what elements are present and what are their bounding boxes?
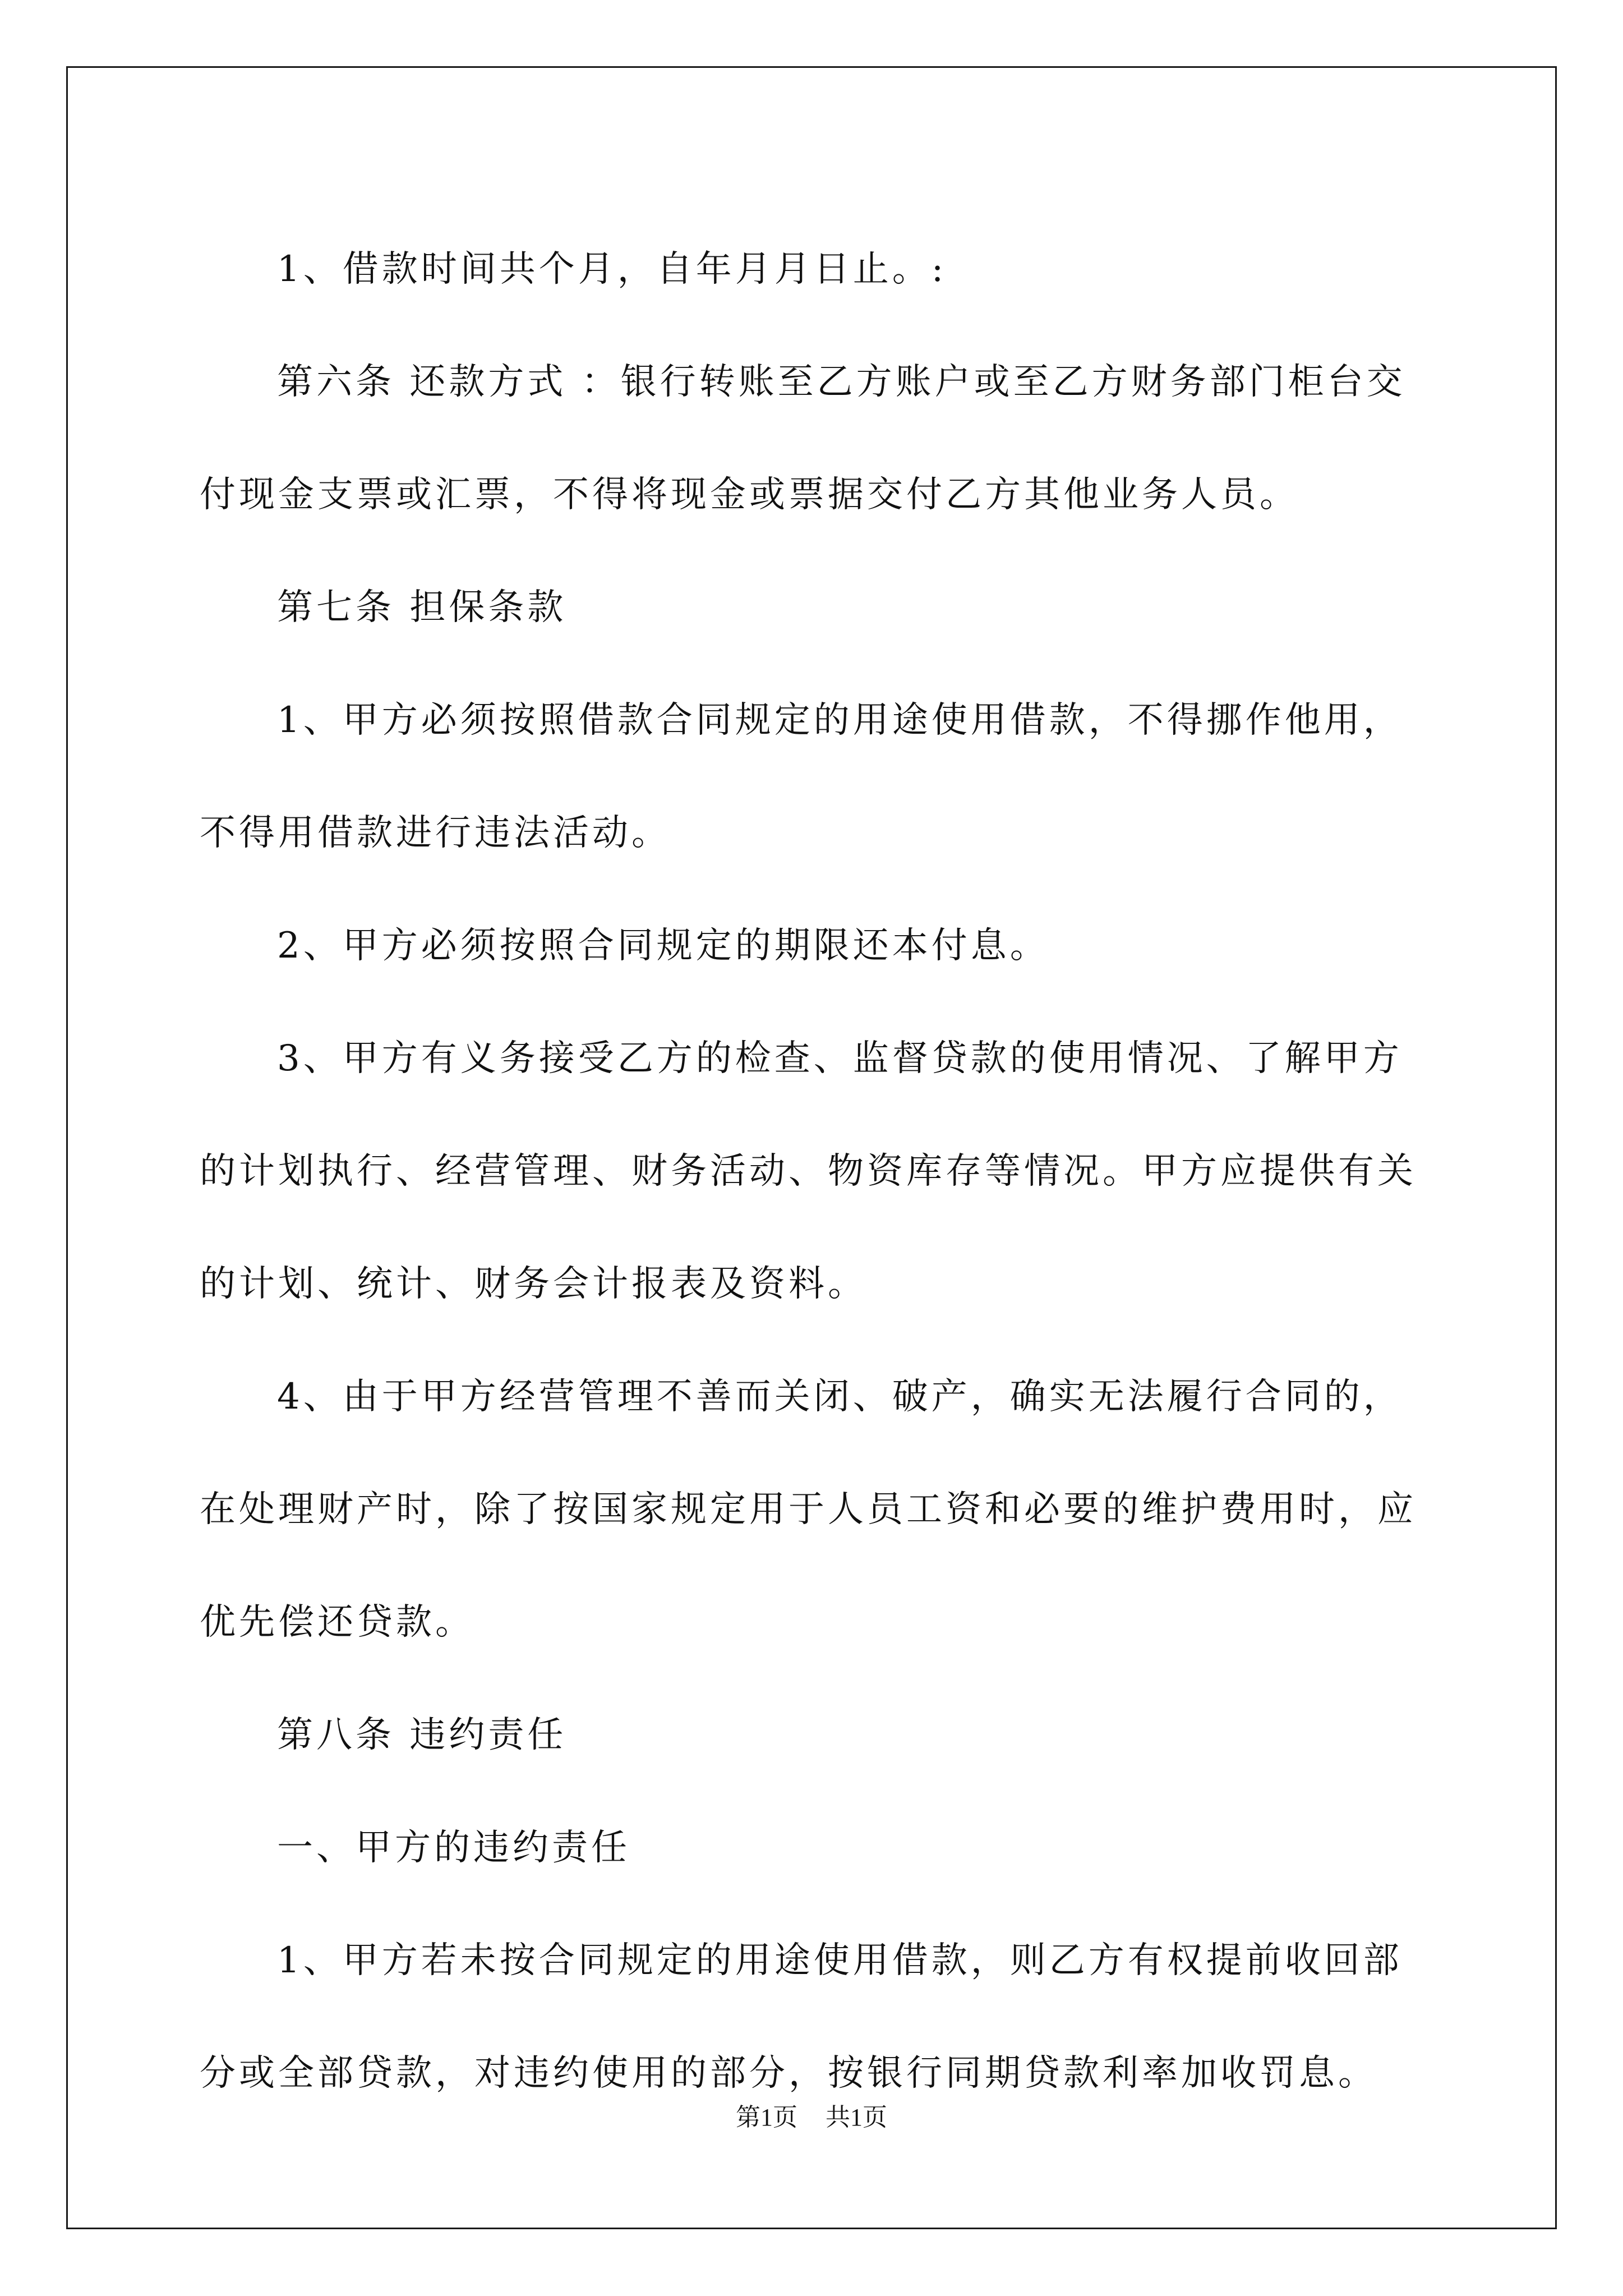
paragraph-liability-1: 1、甲方若未按合同规定的用途使用借款，则乙方有权提前收回部分或全部贷款，对违约使用的部分，按银行同期贷款利率加收罚息。	[200, 1940, 1403, 2094]
paragraph-article-6-repayment: 第六条 还款方式 ：银行转账至乙方账户或至乙方财务部门柜台交付现金支票或汇票，不得将现金或票据交付乙方其他业务人员。	[200, 361, 1406, 516]
paragraph-loan-period: 1、借款时间共个月，自年月月日止。:	[277, 249, 947, 290]
paragraph-guarantee-2: 2、甲方必须按照合同规定的期限还本付息。	[277, 925, 1049, 967]
page-footer	[0, 2097, 1623, 2133]
page-total: 共1页	[826, 2104, 887, 2131]
paragraph-guarantee-4: 4、由于甲方经营管理不善而关闭、破产，确实无法履行合同的，在处理财产时，除了按国家规定用于人员工资和必要的维护费用时，应优先偿还贷款。	[200, 1376, 1417, 1643]
document-body	[200, 213, 1428, 2130]
heading-article-7-guarantee: 第七条 担保条款	[277, 587, 567, 628]
paragraph-guarantee-3: 3、甲方有义务接受乙方的检查、监督贷款的使用情况、了解甲方的计划执行、经营管理、财务活动、物资库存等情况。甲方应提供有关的计划、统计、财务会计报表及资料。	[200, 1038, 1417, 1305]
page-number: 第1页	[736, 2104, 797, 2131]
heading-article-8-liability: 第八条 违约责任	[277, 1714, 567, 1756]
paragraph-guarantee-1: 1、甲方必须按照借款合同规定的用途使用借款，不得挪作他用，不得用借款进行违法活动。	[200, 700, 1403, 854]
subheading-party-a-liability: 一、甲方的违约责任	[277, 1827, 630, 1869]
